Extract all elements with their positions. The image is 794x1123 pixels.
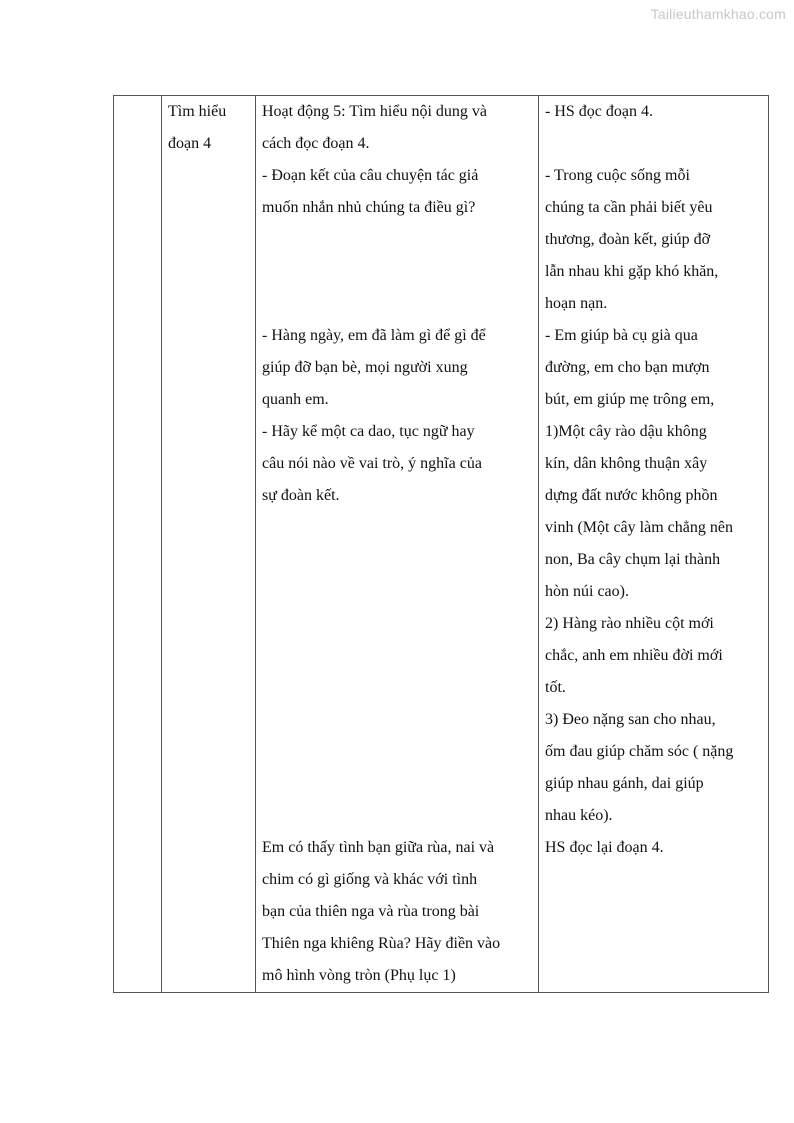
blank-line bbox=[262, 288, 534, 320]
activity-line: Hoạt động 5: Tìm hiểu nội dung và bbox=[262, 103, 488, 120]
response-line: bút, em giúp mẹ trông em, bbox=[545, 391, 715, 408]
student-activity-cell bbox=[539, 96, 769, 993]
response-line: chúng ta cần phải biết yêu bbox=[545, 199, 713, 216]
watermark: Tailieuthamkhao.com bbox=[650, 6, 786, 22]
response-line: 2) Hàng rào nhiều cột mới bbox=[545, 615, 714, 632]
teacher-activity-cell bbox=[256, 96, 539, 993]
blank-line bbox=[262, 672, 534, 704]
lesson-table bbox=[113, 95, 769, 993]
blank-line bbox=[262, 608, 534, 640]
activity-line: Em có thấy tình bạn giữa rùa, nai và bbox=[262, 839, 495, 856]
blank-line bbox=[262, 736, 534, 768]
activity-line: câu nói nào về vai trò, ý nghĩa của bbox=[262, 455, 482, 472]
response-line: 1)Một cây rào dậu không bbox=[545, 423, 707, 440]
blank-line bbox=[262, 576, 534, 608]
response-line: - Trong cuộc sống mỗi bbox=[545, 167, 690, 184]
response-line: - HS đọc đoạn 4. bbox=[545, 103, 653, 120]
response-line: HS đọc lại đoạn 4. bbox=[545, 839, 664, 856]
activity-line: muốn nhắn nhủ chúng ta điều gì? bbox=[262, 199, 476, 216]
blank-line bbox=[545, 960, 764, 992]
blank-line bbox=[262, 544, 534, 576]
blank-line bbox=[545, 896, 764, 928]
section-title-line: Tìm hiểu bbox=[168, 103, 227, 120]
blank-line bbox=[545, 864, 764, 896]
response-line: dựng đất nước không phồn bbox=[545, 487, 718, 504]
activity-line: Thiên nga khiêng Rùa? Hãy điền vào bbox=[262, 935, 501, 952]
section-title-line: đoạn 4 bbox=[168, 135, 212, 152]
response-line: vinh (Một cây làm chẳng nên bbox=[545, 519, 733, 536]
activity-line: giúp đỡ bạn bè, mọi người xung bbox=[262, 359, 468, 376]
activity-line: mô hình vòng tròn (Phụ lục 1) bbox=[262, 967, 456, 984]
response-line: - Em giúp bà cụ già qua bbox=[545, 327, 698, 344]
response-line: 3) Đeo nặng san cho nhau, bbox=[545, 711, 716, 728]
table-row bbox=[114, 96, 769, 993]
response-line: thương, đoàn kết, giúp đỡ bbox=[545, 231, 711, 248]
activity-line: - Hàng ngày, em đã làm gì để gì để bbox=[262, 327, 486, 344]
response-line: hoạn nạn. bbox=[545, 295, 608, 312]
blank-line bbox=[262, 768, 534, 800]
empty-cell bbox=[114, 96, 162, 993]
response-line: lẫn nhau khi gặp khó khăn, bbox=[545, 263, 719, 280]
blank-line bbox=[262, 256, 534, 288]
activity-line: quanh em. bbox=[262, 391, 329, 408]
blank-line bbox=[262, 704, 534, 736]
response-line: tốt. bbox=[545, 679, 566, 696]
response-line: giúp nhau gánh, dai giúp bbox=[545, 775, 704, 792]
blank-line bbox=[262, 800, 534, 832]
activity-line: - Hãy kể một ca dao, tục ngữ hay bbox=[262, 423, 475, 440]
activity-line: chim có gì giống và khác với tình bbox=[262, 871, 478, 888]
response-line: kín, dân không thuận xây bbox=[545, 455, 708, 472]
response-line: nhau kéo). bbox=[545, 807, 613, 824]
activity-line: bạn của thiên nga và rùa trong bài bbox=[262, 903, 480, 920]
blank-line bbox=[262, 640, 534, 672]
activity-line: cách đọc đoạn 4. bbox=[262, 135, 370, 152]
blank-line bbox=[545, 128, 764, 160]
blank-line bbox=[262, 224, 534, 256]
activity-line: sự đoàn kết. bbox=[262, 487, 340, 504]
response-line: ốm đau giúp chăm sóc ( nặng bbox=[545, 743, 734, 760]
response-line: chắc, anh em nhiều đời mới bbox=[545, 647, 723, 664]
response-line: non, Ba cây chụm lại thành bbox=[545, 551, 721, 568]
blank-line bbox=[545, 928, 764, 960]
response-line: hòn núi cao). bbox=[545, 583, 629, 600]
activity-line: - Đoạn kết của câu chuyện tác giả bbox=[262, 167, 479, 184]
blank-line bbox=[262, 512, 534, 544]
response-line: đường, em cho bạn mượn bbox=[545, 359, 710, 376]
section-title-cell bbox=[162, 96, 256, 993]
